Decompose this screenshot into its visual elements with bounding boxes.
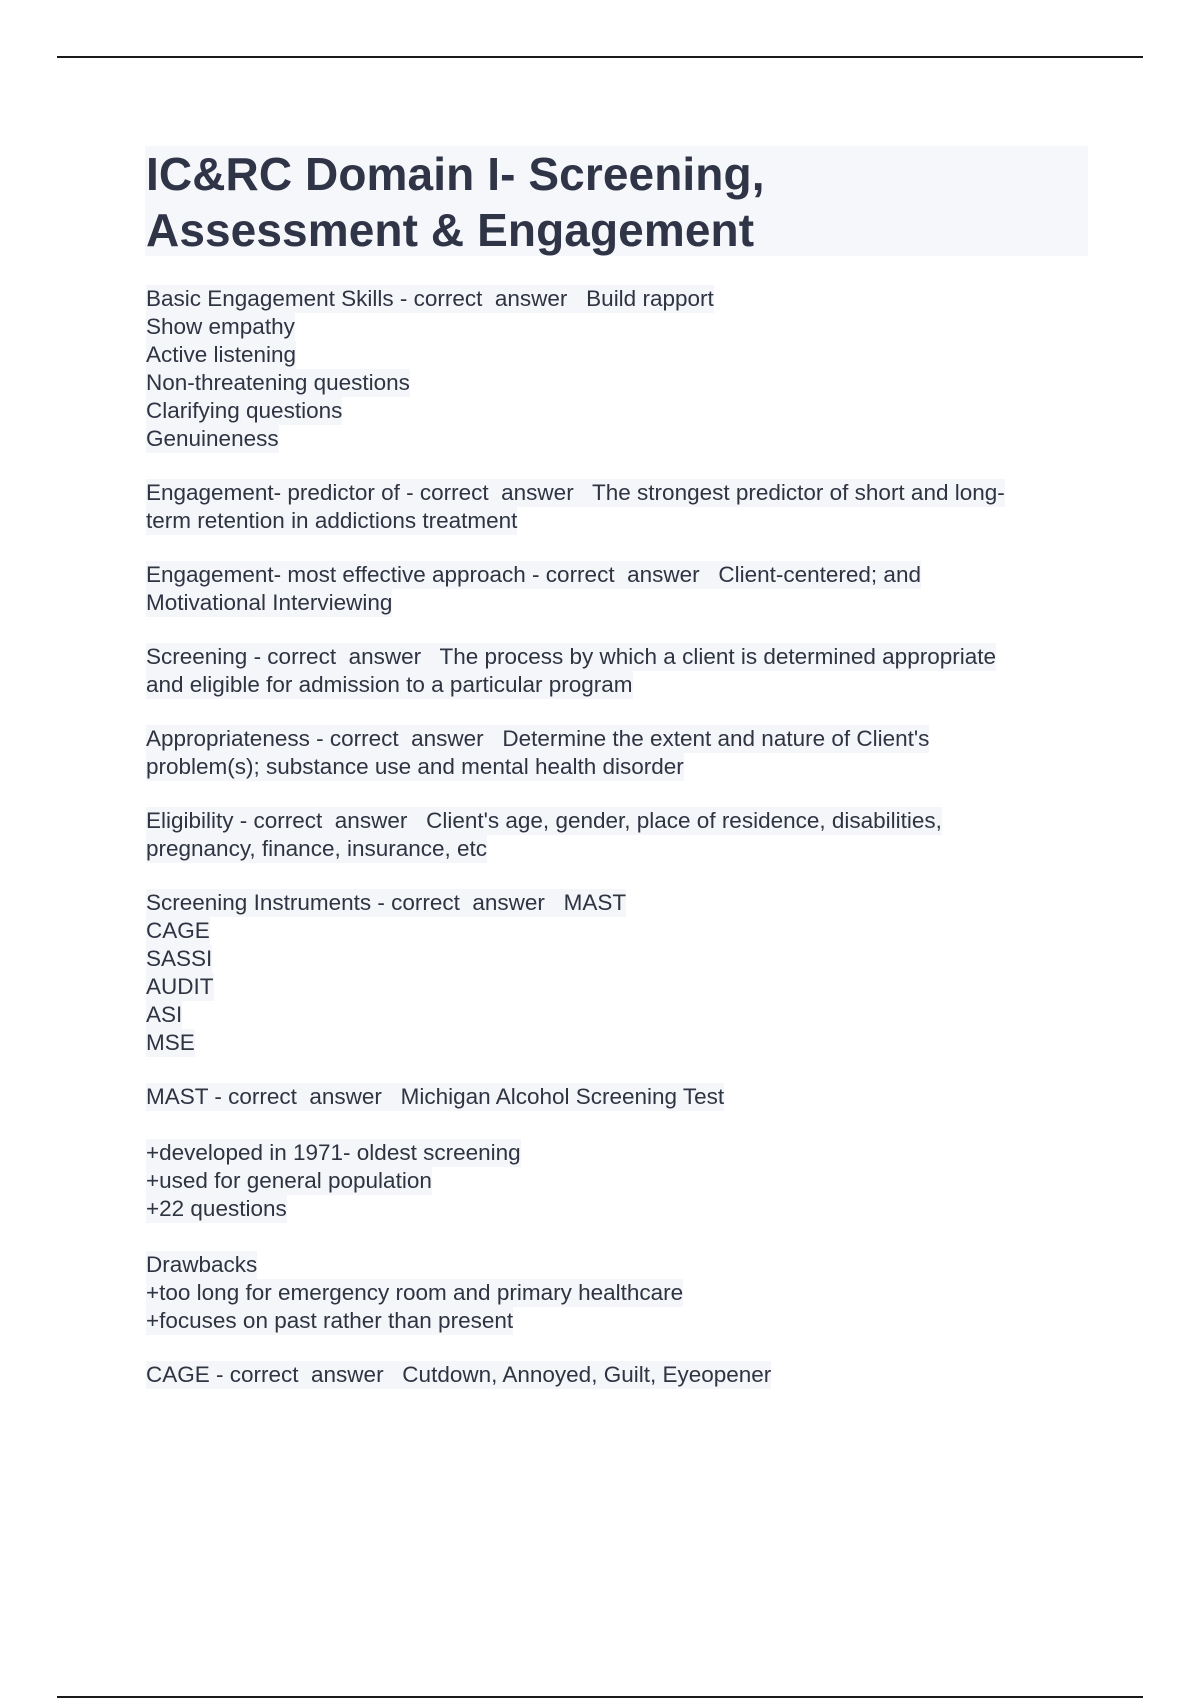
bottom-rule bbox=[57, 1696, 1143, 1698]
flashcard-entry bbox=[146, 479, 1086, 535]
blank-line bbox=[146, 1111, 1086, 1139]
top-rule bbox=[57, 56, 1143, 58]
flashcard-entry bbox=[146, 889, 1086, 1057]
entry-text-line: AUDIT bbox=[146, 974, 214, 999]
entry-term-line: Eligibility - correct answer Client's age, gender, place of residence, disabilities, bbox=[146, 808, 942, 833]
flashcard-list bbox=[146, 285, 1086, 1415]
entry-term-line: Appropriateness - correct answer Determine the extent and nature of Client's bbox=[146, 726, 930, 751]
flashcard-entry bbox=[146, 807, 1086, 863]
entry-term-line: MAST - correct answer Michigan Alcohol Screening Test bbox=[146, 1084, 725, 1109]
entry-text-line: CAGE bbox=[146, 918, 210, 943]
page-title bbox=[146, 146, 1086, 258]
flashcard-entry bbox=[146, 1361, 1086, 1389]
entry-text-line: +focuses on past rather than present bbox=[146, 1308, 514, 1333]
entry-text-line: Drawbacks bbox=[146, 1252, 258, 1277]
entry-text-line: Clarifying questions bbox=[146, 398, 343, 423]
entry-term-line: Engagement- predictor of - correct answer The strongest predictor of short and long- bbox=[146, 480, 1005, 505]
entry-text-line: ASI bbox=[146, 1002, 183, 1027]
entry-text-line: Active listening bbox=[146, 342, 297, 367]
entry-text-line: +used for general population bbox=[146, 1168, 432, 1193]
flashcard-entry bbox=[146, 1083, 1086, 1335]
title-line: Assessment & Engagement bbox=[146, 204, 755, 256]
entry-term-line: Screening Instruments - correct answer MAST bbox=[146, 890, 627, 915]
blank-line bbox=[146, 1223, 1086, 1251]
entry-term-line: CAGE - correct answer Cutdown, Annoyed, Guilt, Eyeopener bbox=[146, 1362, 772, 1387]
entry-text-line: MSE bbox=[146, 1030, 195, 1055]
entry-text-line: +developed in 1971- oldest screening bbox=[146, 1140, 521, 1165]
title-line: IC&RC Domain I- Screening, bbox=[146, 148, 765, 200]
entry-text-line: +too long for emergency room and primary healthcare bbox=[146, 1280, 684, 1305]
flashcard-entry bbox=[146, 643, 1086, 699]
flashcard-entry bbox=[146, 561, 1086, 617]
entry-text-line: Show empathy bbox=[146, 314, 295, 339]
flashcard-entry bbox=[146, 725, 1086, 781]
entry-text-line: pregnancy, finance, insurance, etc bbox=[146, 836, 488, 861]
entry-term-line: Engagement- most effective approach - correct answer Client-centered; and bbox=[146, 562, 921, 587]
entry-text-line: term retention in addictions treatment bbox=[146, 508, 518, 533]
entry-text-line: and eligible for admission to a particular program bbox=[146, 672, 633, 697]
entry-term-line: Screening - correct answer The process by which a client is determined appropriate bbox=[146, 644, 996, 669]
entry-text-line: Non-threatening questions bbox=[146, 370, 410, 395]
entry-text-line: Motivational Interviewing bbox=[146, 590, 393, 615]
entry-text-line: problem(s); substance use and mental health disorder bbox=[146, 754, 684, 779]
entry-text-line: +22 questions bbox=[146, 1196, 287, 1221]
entry-term-line: Basic Engagement Skills - correct answer Build rapport bbox=[146, 286, 714, 311]
flashcard-entry bbox=[146, 285, 1086, 453]
entry-text-line: SASSI bbox=[146, 946, 213, 971]
entry-text-line: Genuineness bbox=[146, 426, 279, 451]
